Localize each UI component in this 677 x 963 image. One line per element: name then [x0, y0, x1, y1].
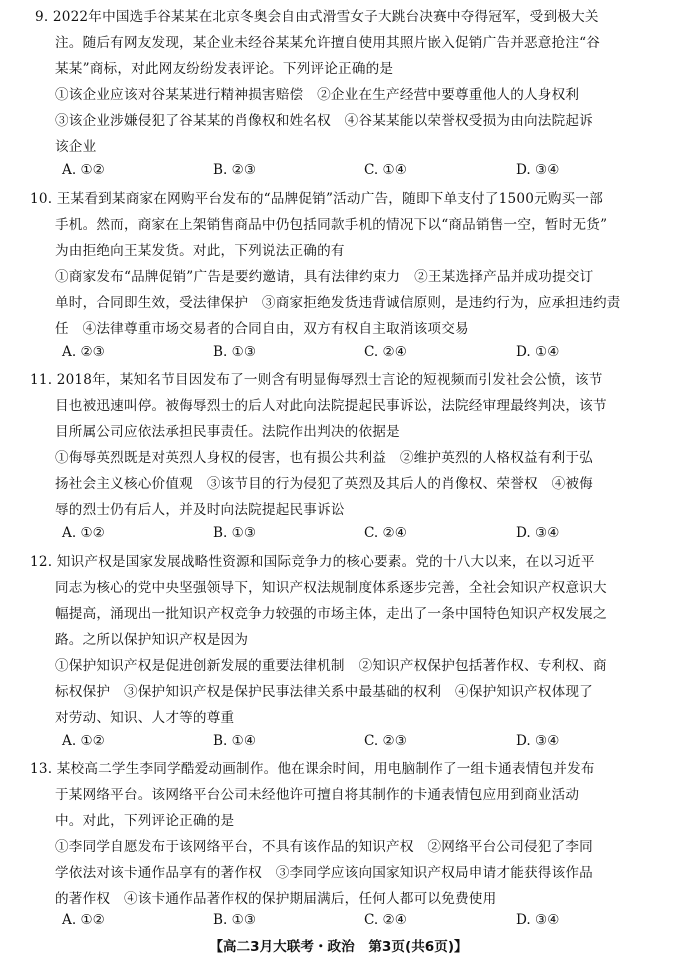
- question-9-line-3: 某某”商标，对此网友纷纷发表评论。下列评论正确的是: [55, 61, 394, 77]
- question-9-line-2: 注。随后有网友发现，某企业未经谷某某允许擅自使用其照片嵌入促销广告并恶意抢注“谷: [55, 35, 601, 51]
- option-d[interactable]: D. ①④: [516, 344, 560, 360]
- option-c[interactable]: C. ②④: [364, 525, 407, 541]
- option-a[interactable]: A. ①②: [62, 912, 105, 928]
- question-10-line-2: 手机。然而，商家在上架销售商品中仍包括同款手机的情况下以“商品销售一空，暂时无货”: [55, 217, 608, 233]
- question-11-options: [0, 527, 677, 545]
- option-d[interactable]: D. ③④: [516, 733, 560, 749]
- question-9-line-1: 9. 2022年中国选手谷某某在北京冬奥会自由式滑雪女子大跳台决赛中夺得冠军，受到极大关: [35, 9, 599, 25]
- option-a[interactable]: A. ①②: [62, 733, 105, 749]
- question-9-line-5: ③该企业涉嫌侵犯了谷某某的肖像权和姓名权 ④谷某某能以荣誉权受损为由向法院起诉: [55, 113, 593, 129]
- question-11-line-1: 11. 2018年，某知名节目因发布了一则含有明显侮辱烈士言论的短视频而引发社会公愤，该节: [30, 372, 603, 388]
- question-12-line-1: 12. 知识产权是国家发展战略性资源和国际竞争力的核心要素。党的十八大以来，在以习近平: [30, 554, 595, 570]
- option-a[interactable]: A. ①②: [62, 162, 105, 178]
- question-13-line-2: 于某网络平台。该网络平台公司未经他许可擅自将其制作的卡通表情包应用到商业活动: [55, 787, 580, 803]
- question-10-line-3: 为由拒绝向王某发货。对此，下列说法正确的有: [55, 243, 345, 259]
- question-13-line-5: 学依法对该卡通作品享有的著作权 ③李同学应该向国家知识产权局申请才能获得该作品: [55, 865, 593, 881]
- option-c[interactable]: C. ②④: [364, 912, 407, 928]
- question-11-line-2: 目也被迅速叫停。被侮辱烈士的后人对此向法院提起民事诉讼，法院经审理最终判决，该节: [55, 398, 607, 414]
- question-11-line-6: 辱的烈士仍有后人，并及时向法院提起民事诉讼: [55, 502, 345, 518]
- question-13-line-6: 的著作权 ④该卡通作品著作权的保护期届满后，任何人都可以免费使用: [55, 891, 497, 907]
- question-13-options: [0, 914, 677, 932]
- question-9-line-4: ①该企业应该对谷某某进行精神损害赔偿 ②企业在生产经营中要尊重他人的人身权利: [55, 87, 580, 103]
- option-a[interactable]: A. ②③: [62, 344, 105, 360]
- question-12-line-2: 同志为核心的党中央坚强领导下，知识产权法规制度体系逐步完善，全社会知识产权意识大: [55, 580, 607, 596]
- question-10-options: [0, 346, 677, 364]
- option-d[interactable]: D. ③④: [516, 912, 560, 928]
- question-10-line-6: 任 ④法律尊重市场交易者的合同自由，双方有权自主取消该项交易: [55, 321, 469, 337]
- question-12-line-6: 标权保护 ③保护知识产权是保护民事法律关系中最基础的权利 ④保护知识产权体现了: [55, 684, 593, 700]
- option-a[interactable]: A. ①②: [62, 525, 105, 541]
- question-9-line-6: 该企业: [55, 139, 97, 155]
- question-10-line-1: 10. 王某看到某商家在网购平台发布的“品牌促销”活动广告，随即下单支付了1500元购买一部: [30, 191, 604, 207]
- option-c[interactable]: C. ①④: [364, 162, 407, 178]
- question-12-line-5: ①保护知识产权是促进创新发展的重要法律机制 ②知识产权保护包括著作权、专利权、商: [55, 658, 607, 674]
- question-12-line-4: 路。之所以保护知识产权是因为: [55, 632, 249, 648]
- question-10-line-4: ①商家发布“品牌促销”广告是要约邀请，具有法律约束力 ②王某选择产品并成功提交订: [55, 269, 594, 285]
- question-11-line-5: 扬社会主义核心价值观 ③该节目的行为侵犯了英烈及其后人的肖像权、荣誉权 ④被侮: [55, 476, 593, 492]
- option-b[interactable]: B. ①③: [213, 912, 257, 928]
- question-9-options: [0, 164, 677, 182]
- option-c[interactable]: C. ②③: [364, 733, 407, 749]
- option-b[interactable]: B. ①③: [213, 525, 257, 541]
- question-10-line-5: 单时，合同即生效，受法律保护 ③商家拒绝发货违背诚信原则，是违约行为，应承担违约责: [55, 295, 621, 311]
- question-12-options: [0, 735, 677, 753]
- option-b[interactable]: B. ②③: [213, 162, 257, 178]
- question-11-line-4: ①侮辱英烈既是对英烈人身权的侵害，也有损公共利益 ②维护英烈的人格权益有利于弘: [55, 450, 593, 466]
- option-d[interactable]: D. ③④: [516, 525, 560, 541]
- question-13-line-1: 13. 某校高二学生李同学酷爱动画制作。他在课余时间，用电脑制作了一组卡通表情包并发布: [30, 761, 595, 777]
- question-12-line-3: 幅提高，涌现出一批知识产权竞争力较强的市场主体，走出了一条中国特色知识产权发展之: [55, 606, 607, 622]
- option-b[interactable]: B. ①③: [213, 344, 257, 360]
- question-11-line-3: 目所属公司应依法承担民事责任。法院作出判决的依据是: [55, 424, 400, 440]
- option-b[interactable]: B. ①④: [213, 733, 257, 749]
- question-12-line-7: 对劳动、知识、人才等的尊重: [55, 710, 235, 726]
- question-13-line-4: ①李同学自愿发布于该网络平台，不具有该作品的知识产权 ②网络平台公司侵犯了李同: [55, 839, 593, 855]
- page-footer: 【高二3月大联考・政治 第3页(共6页)】: [209, 939, 468, 955]
- option-d[interactable]: D. ③④: [516, 162, 560, 178]
- question-13-line-3: 中。对此，下列评论正确的是: [55, 813, 235, 829]
- option-c[interactable]: C. ②④: [364, 344, 407, 360]
